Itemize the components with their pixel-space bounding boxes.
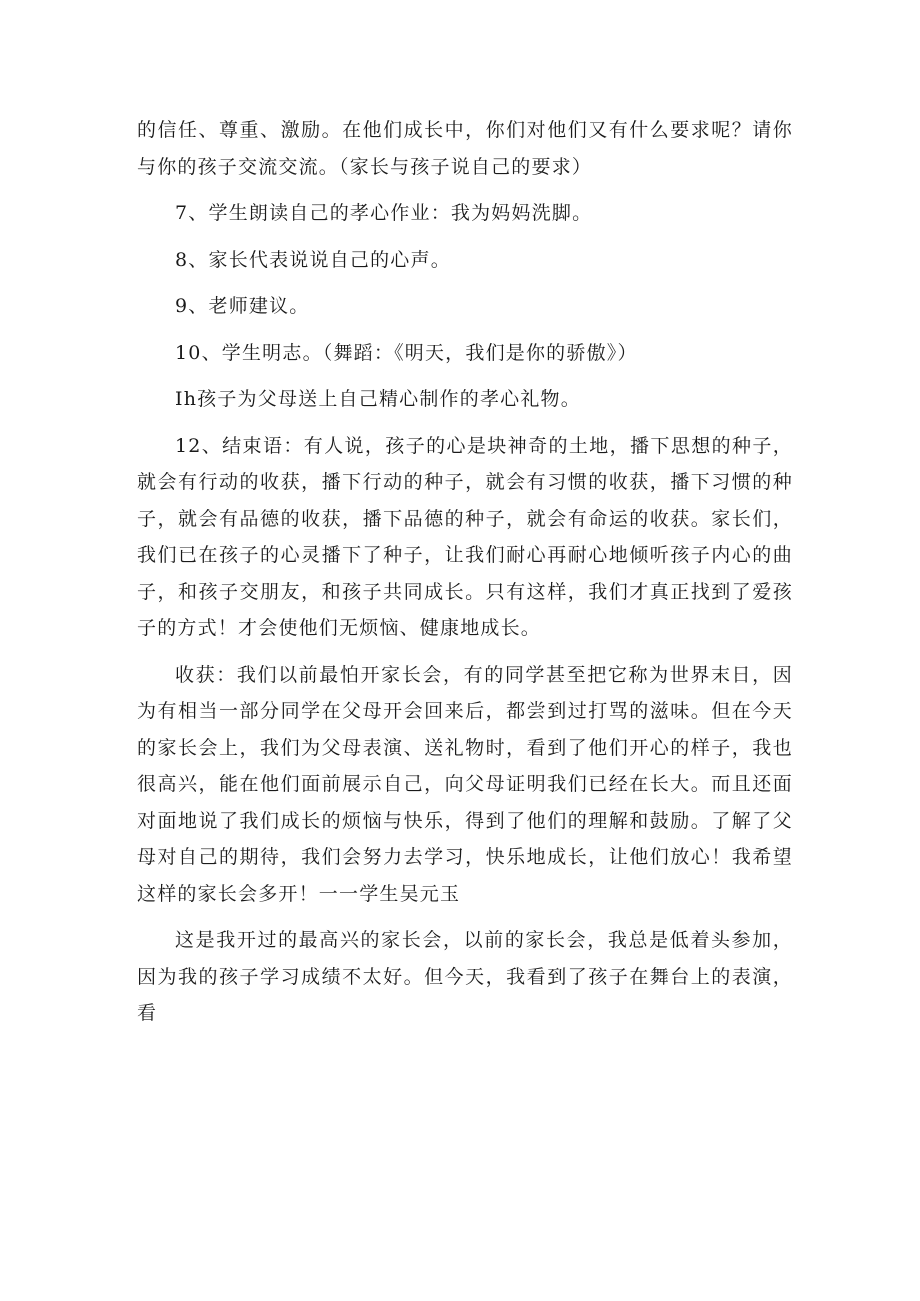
paragraph-item-9: 9、老师建议。 xyxy=(175,295,310,317)
paragraph-item-10: 10、学生明志。（舞蹈：《明天，我们是你的骄傲》） xyxy=(175,341,638,364)
paragraph-item-12-closing: 12、结束语：有人说，孩子的心是块神奇的土地，播下思想的种子，就会有行动的收获，播下行动的种子，就会有习惯的收获，播下习惯的种子，就会有品德的收获，播下品德的种子，就会有命运的收获。家长们，我们已在孩子的心灵播下了种子，让我们耐心再耐心地倾听孩子内心的曲子，和孩子交朋友，和孩子共同成长。只有这样，我们才真正找到了爱孩子的方式！才会使他们无烦恼、健康地成长。 xyxy=(137,434,793,639)
paragraph-continuation: 的信任、尊重、激励。在他们成长中，你们对他们又有什么要求呢？请你与你的孩子交流交流。（家长与孩子说自己的要求） xyxy=(137,119,793,178)
document-body xyxy=(137,112,793,1042)
paragraph-item-8: 8、家长代表说说自己的心声。 xyxy=(175,248,451,271)
paragraph-item-7: 7、学生朗读自己的孝心作业：我为妈妈洗脚。 xyxy=(175,202,593,224)
paragraph-harvest-student: 收获：我们以前最怕开家长会，有的同学甚至把它称为世界末日，因为有相当一部分同学在父母开会回来后，都尝到过打骂的滋味。但在今天的家长会上，我们为父母表演、送礼物时，看到了他们开心的样子，我也很高兴，能在他们面前展示自己，向父母证明我们已经在长大。而且还面对面地说了我们成长的烦恼与快乐，得到了他们的理解和鼓励。了解了父母对自己的期待，我们会努力去学习，快乐地成长，让他们放心！我希望这样的家长会多开！一一学生吴元玉 xyxy=(137,663,793,905)
paragraph-parent-reflection: 这是我开过的最高兴的家长会，以前的家长会，我总是低着头参加，因为我的孩子学习成绩不太好。但今天，我看到了孩子在舞台上的表演，看 xyxy=(137,929,793,1024)
paragraph-item-11: Ih孩子为父母送上自己精心制作的孝心礼物。 xyxy=(175,388,581,410)
